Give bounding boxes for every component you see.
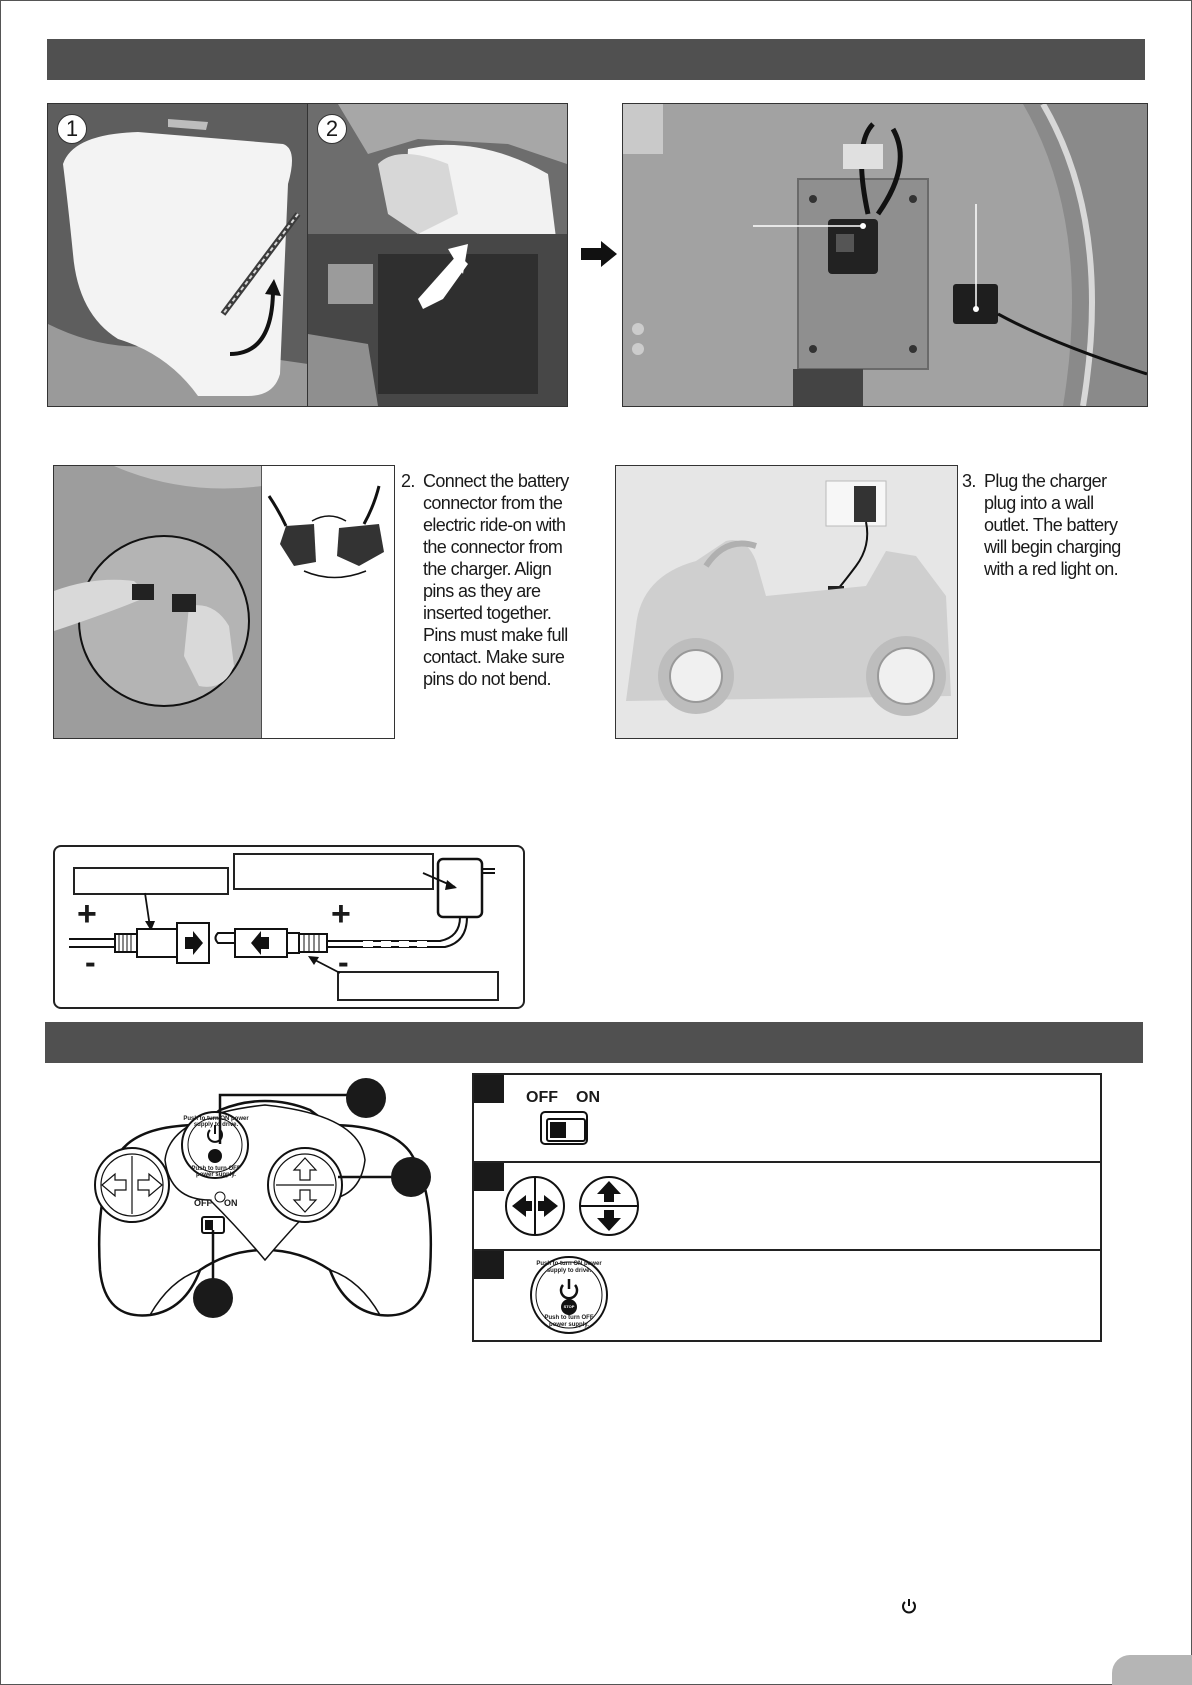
polarity-minus-right: - [338,944,349,980]
controller-power-button-text-top: Push to turn ON power supply to drive. [183,1116,249,1128]
step-text-line: the charger. Align [423,559,552,579]
power-stop-button-icon [528,1255,610,1335]
controls-row-power-button [474,1251,1100,1338]
switch-on-label: ON [576,1089,600,1106]
step-2-number: 2. [401,471,415,491]
arrow-right-icon [581,241,617,267]
photo-lift-seat [307,103,568,407]
step-text-line: plug into a wall [984,493,1094,513]
switch-off-label: OFF [526,1089,558,1106]
power-button-text-bottom: Push to turn OFF power supply. [544,1315,594,1328]
row-number-tab [474,1163,504,1191]
step-3-instructions [962,470,1147,590]
step-text-line: will begin charging [984,537,1121,557]
step-text-line: Connect the battery [423,471,569,491]
row-number-tab [474,1075,504,1103]
step-text-line: Pins must make full [423,625,568,645]
section-header-bar-top [47,39,1145,80]
step-text-line: contact. Make sure [423,647,565,667]
photo-battery-connector [622,103,1148,407]
forward-reverse-buttons-icon [578,1175,640,1237]
photo-charger-wall-outlet [615,465,958,739]
photo-connect-battery [53,465,395,739]
step-3-body [984,470,1121,580]
page-number-tab [1112,1655,1192,1685]
controls-row-power-switch [474,1075,1100,1163]
step-text-line: inserted together. [423,603,552,623]
row-number-tab [474,1251,504,1279]
charging-wiring-diagram [53,845,525,1009]
step-marker-1: 1 [57,114,87,144]
controls-table [472,1073,1102,1342]
step-text-line: outlet. The battery [984,515,1118,535]
power-button-text-top: Push to turn ON power supply to drive. [536,1261,602,1274]
step-text-line: Plug the charger [984,471,1107,491]
remote-controller-illustration [60,1070,470,1335]
step-text-line: the connector from [423,537,563,557]
controller-power-button-text-bottom: Push to turn OFF power supply. [191,1166,241,1178]
step-text-line: connector from the [423,493,563,513]
polarity-minus-left: - [85,944,96,980]
step-3-number: 3. [962,471,976,491]
stop-label: STOP [563,1304,575,1309]
step-text-line: pins as they are [423,581,541,601]
section-header-bar-controls [45,1022,1143,1063]
step-text-line: with a red light on. [984,559,1119,579]
photo-remove-seat-screw [47,103,309,407]
step-marker-2: 2 [317,114,347,144]
step-2-instructions [401,470,601,700]
step-text-line: electric ride-on with [423,515,566,535]
polarity-plus-left: + [77,895,97,933]
controller-on-label: ON [224,1198,238,1208]
controller-off-label: OFF [194,1198,212,1208]
polarity-plus-right: + [331,895,351,933]
step-2-body [423,470,569,690]
left-right-buttons-icon [504,1175,566,1237]
power-switch-icon [540,1111,588,1145]
step-text-line: pins do not bend. [423,669,551,689]
power-icon [900,1597,918,1615]
controls-row-direction-buttons [474,1163,1100,1251]
